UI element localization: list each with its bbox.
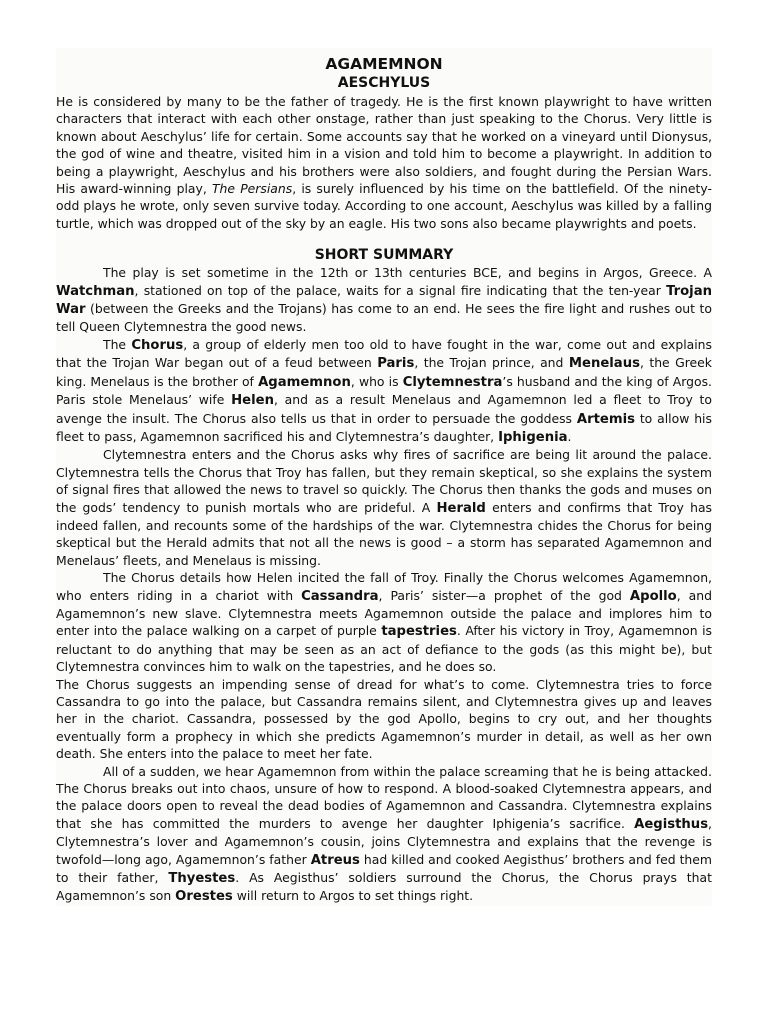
para-text: , Clytemnestra’s lover and Agamemnon’s cousin, joins Clytemnestra and explains that the revenge is twofold—long ago, Agamemnon’s father bbox=[56, 815, 712, 867]
para-text: , and as a result Menelaus and Agamemnon led a fleet to Troy to avenge the insult. The Chorus also tells us that in order to persuade the goddess bbox=[56, 392, 712, 426]
summary-paragraph-5: The Chorus suggests an impending sense of dread for what’s to come. Clytemnestra tries to force Cassandra to go into the palace, but Cassandra remains silent, and Clytemnestra gives up and leaves her in the chariot. Cassandra, possessed by the god Apollo, begins to cry out, and her thoughts eventually form a prophecy in which she predicts Agamemnon’s murder in detail, as well as her own death. She enters into the palace to meet her fate. bbox=[56, 676, 712, 762]
character-name: Iphigenia bbox=[498, 429, 568, 445]
summary-paragraph-6 bbox=[56, 763, 712, 906]
character-name: Apollo bbox=[629, 588, 677, 604]
key-term: tapestries bbox=[381, 624, 457, 640]
character-name: Chorus bbox=[131, 337, 184, 353]
para-text: The bbox=[103, 336, 127, 352]
para-text: to allow his fleet to pass, Agamemnon sacrificed his and Clytemnestra’s daughter, bbox=[56, 410, 712, 444]
character-name: Orestes bbox=[175, 889, 233, 905]
document-page bbox=[56, 48, 712, 906]
bio-text: He is considered by many to be the father of tragedy. He is the first known playwright to have written characters that interact with each other onstage, rather than just speaking to the Chorus. Very little is known about Aeschylus’ life for certain. Some accounts say that he worked on a vineyard until Dionysus, the god of wine and theatre, visited him in a vision and told him to become a playwright. In addition to being a playwright, Aeschylus and his brothers were also soldiers, and fought during the Persian Wars. His award-winning play, bbox=[56, 94, 712, 197]
para-text: , a group of elderly men too old to have fought in the war, come out and explains that the Trojan War began out of a feud between bbox=[56, 336, 712, 371]
character-name: Atreus bbox=[310, 852, 360, 868]
summary-paragraph-1 bbox=[56, 264, 712, 336]
para-text: , the Trojan prince, and bbox=[414, 355, 564, 371]
character-name: Watchman bbox=[56, 283, 135, 299]
para-text: The play is set sometime in the 12th or 13th centuries BCE, and begins in Argos, Greece. A bbox=[103, 265, 712, 281]
para-text: , who is bbox=[350, 373, 399, 389]
author-heading: AESCHYLUS bbox=[337, 75, 431, 91]
character-name: Aegisthus bbox=[634, 816, 709, 832]
para-text: (between the Greeks and the Trojans) has come to an end. He sees the fire light and rushes out to tell Queen Clytemnestra the good news. bbox=[56, 301, 712, 335]
character-name: Clytemnestra bbox=[402, 374, 503, 390]
character-name: Agamemnon bbox=[258, 374, 351, 390]
para-text: will return to Argos to set things right. bbox=[236, 888, 474, 904]
summary-paragraph-4 bbox=[56, 569, 712, 675]
para-text: ’s husband and the king of Argos. Paris stole Menelaus’ wife bbox=[56, 373, 712, 408]
para-text: , Paris’ sister—a prophet of the god bbox=[378, 587, 622, 603]
para-text: Clytemnestra enters and the Chorus asks why fires of sacrifice are being lit around the palace. Clytemnestra tells the Chorus that Troy has fallen, but they remain skeptical, so she explains the system of signal fires that allowed the news to travel so quickly. The Chorus then thanks the gods and muses on the gods’ tendency to punish mortals who are prideful. A bbox=[56, 447, 712, 515]
author-bio-paragraph bbox=[56, 93, 712, 232]
para-text: had killed and cooked Aegisthus’ brothers and fed them to their father, bbox=[56, 851, 712, 886]
character-name: Helen bbox=[231, 393, 274, 409]
document-title: AGAMEMNON bbox=[325, 55, 443, 73]
para-text: . As Aegisthus’ soldiers surround the Chorus, the Chorus prays that Agamemnon’s son bbox=[56, 870, 712, 904]
summary-paragraph-3 bbox=[56, 446, 712, 569]
para-text: . bbox=[567, 428, 572, 444]
bio-play-title: The Persians bbox=[211, 181, 293, 197]
para-text: enters and confirms that Troy has indeed fallen, and recounts some of the hardships of the war. Clytemnestra chides the Chorus for being skeptical but the Herald admits that not all the news is good – a storm has separated Agamemnon and Menelaus’ fleets, and Menelaus is missing. bbox=[56, 499, 712, 568]
para-text: , stationed on top of the palace, waits for a signal fire indicating that the ten-year bbox=[134, 282, 661, 298]
character-name: Paris bbox=[377, 356, 415, 372]
character-name: Cassandra bbox=[301, 588, 379, 604]
character-name: Herald bbox=[436, 500, 486, 516]
para-text: All of a sudden, we hear Agamemnon from within the palace screaming that he is being attacked. The Chorus breaks out into chaos, unsure of how to respond. A blood-soaked Clytemnestra appears, and the palace doors open to reveal the dead bodies of Agamemnon and Cassandra. Clytemnestra explains that she has committed the murders to avenge her daughter Iphigenia’s sacrifice. bbox=[56, 763, 712, 831]
character-name: Thyestes bbox=[168, 871, 236, 887]
para-text: , and Agamemnon’s new slave. Clytemnestra meets Agamemnon outside the palace and implores him to enter into the palace walking on a carpet of purple bbox=[56, 587, 712, 639]
summary-paragraph-2 bbox=[56, 336, 712, 446]
para-text: . After his victory in Troy, Agamemnon is reluctant to do anything that may be seen as an act of defiance to the gods (as this might be), but Clytemnestra convinces him to walk on the tapestries, and he does so. bbox=[56, 623, 712, 675]
para-text: The Chorus details how Helen incited the fall of Troy. Finally the Chorus welcomes Agamemnon, who enters riding in a chariot with bbox=[56, 570, 712, 603]
character-name: Artemis bbox=[576, 411, 635, 427]
key-term: Trojan War bbox=[56, 283, 712, 318]
summary-heading: SHORT SUMMARY bbox=[314, 247, 454, 264]
bio-text: , is surely influenced by his time on the battlefield. Of the ninety-odd plays he wrote, only seven survive today. According to one account, Aeschylus was killed by a falling turtle, which was dropped out of the sky by an eagle. His two sons also became playwrights and poets. bbox=[56, 181, 712, 231]
character-name: Menelaus bbox=[568, 356, 640, 372]
para-text: , the Greek king. Menelaus is the brother of bbox=[56, 355, 712, 389]
